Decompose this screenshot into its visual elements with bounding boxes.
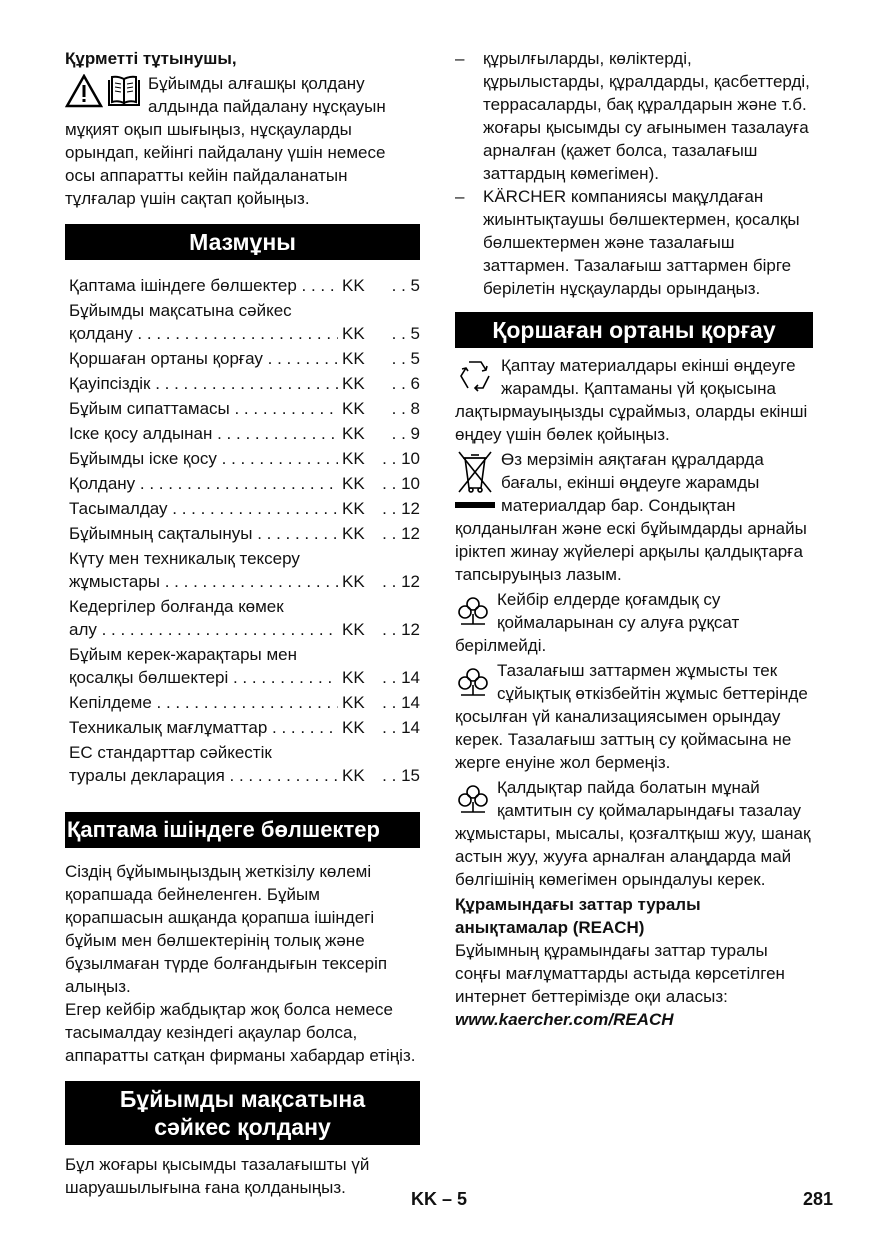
toc-entry-page-number: 10 — [401, 474, 420, 493]
toc-page-dots — [382, 668, 401, 687]
toc-entry-page-number: 12 — [401, 620, 420, 639]
toc-entry[interactable] — [69, 422, 420, 445]
dash-text-2: KÄRCHER компаниясы мақұлдаған жиынтықтаушы бөлшектермен, қосалқы бөлшектермен және тазалағыш заттармен. Тазалағыш заттармен бірге берілетін нұсқауларды орындаңыз. — [483, 187, 800, 298]
toc-entry-page — [380, 372, 420, 395]
toc-row — [69, 691, 420, 714]
toc-entry-page-number: 15 — [401, 766, 420, 785]
env-paragraph-3-block — [455, 588, 813, 657]
package-paragraph-2: Егер кейбір жабдықтар жоқ болса немесе тасымалдау кезіндегі ақаулар болса, аппаратты сатқан фирманы хабардар етіңіз. — [65, 1000, 416, 1065]
toc-leader-dots — [217, 449, 338, 468]
toc-leader-dots — [97, 620, 338, 639]
toc-entry-title — [69, 472, 338, 495]
toc-entry-page-number: 14 — [401, 693, 420, 712]
toc-row — [69, 274, 420, 297]
environment-icon — [455, 782, 491, 818]
env-paragraph-4: Тазалағыш заттармен жұмысты тек сұйықтық өткізбейтін жұмыс беттерінде қосылған үй канализациясымен орындау керек. Тазалағыш заттың су қоймасына не жерге енуіне жол бермеңіз. — [455, 661, 808, 772]
toc-entry[interactable] — [69, 741, 420, 787]
toc-entry-title — [69, 666, 338, 689]
toc-row — [69, 716, 420, 739]
toc-entry-title — [69, 497, 338, 520]
toc-page-dots — [382, 620, 401, 639]
toc-entry-title — [69, 618, 338, 641]
toc-page-dots — [392, 276, 411, 295]
toc-row — [69, 397, 420, 420]
env-paragraph-5-block — [455, 776, 813, 891]
toc-entry-lang: KK — [342, 524, 365, 543]
warning-triangle-icon — [65, 74, 103, 108]
toc-leader-dots — [297, 276, 338, 295]
environment-icon — [455, 594, 491, 630]
toc-page-dots — [392, 374, 411, 393]
toc-entry[interactable] — [69, 643, 420, 689]
toc-entry-title — [69, 422, 338, 445]
page-number: 281 — [802, 1189, 833, 1209]
toc-entry-page — [380, 764, 420, 787]
toc-entry-title-text: Бұйым сипаттамасы — [69, 399, 230, 418]
toc-entry-lang: KK — [342, 693, 365, 712]
right-column — [455, 47, 813, 1031]
toc-entry-page-number: 14 — [401, 668, 420, 687]
toc-entry-title — [69, 716, 338, 739]
toc-entry-page-number: 12 — [401, 572, 420, 591]
toc-page-dots — [382, 766, 401, 785]
toc-leader-dots — [252, 524, 338, 543]
env-paragraph-1-block — [455, 354, 813, 446]
toc-entry-page — [380, 666, 420, 689]
intro-line-1: Бұйымды алғашқы қолдану — [148, 74, 365, 93]
toc-entry-lang: KK — [342, 424, 365, 443]
package-paragraph-1: Сіздің бұйымыңыздың жеткізілу көлемі қорапшада бейнеленген. Бұйым қорапшасын ашқанда қорапша ішіндегі бұйым мен бөлшектерінің толық және бұзылмаған түрде болғандығын тексеріп алыңыз. — [65, 862, 388, 996]
toc-entry-title-text: қосалқы бөлшектері — [69, 668, 229, 687]
purpose-heading-line-1: Бұйымды мақсатына — [119, 1086, 366, 1112]
toc-entry-lang: KK — [342, 449, 365, 468]
intro-text: мұқият оқып шығыңыз, нұсқауларды орындап, кейінгі пайдалану үшін немесе осы аппаратты кейін пайдаланатын тұлғалар үшін сақтап қойыңыз. — [65, 120, 386, 208]
toc-page-dots — [392, 324, 411, 343]
toc-page-dots — [382, 524, 401, 543]
toc-page-dots — [392, 424, 411, 443]
toc-entry-page — [380, 447, 420, 470]
toc-entry-page-number: 12 — [401, 524, 420, 543]
purpose-heading-line-2: сәйкес қолдану — [154, 1114, 331, 1140]
toc-row — [69, 372, 420, 395]
toc-entry[interactable] — [69, 547, 420, 593]
toc-entry[interactable] — [69, 472, 420, 495]
dash-bullet: – — [455, 187, 465, 206]
toc-page-dots — [382, 474, 401, 493]
toc-row — [69, 347, 420, 370]
toc-entry-title — [69, 570, 338, 593]
toc-entry-lang: KK — [342, 572, 365, 591]
purpose-paragraph: Бұл жоғары қысымды тазалағышты үй шаруашылығына ғана қолданыңыз. — [65, 1155, 370, 1197]
toc-leader-dots — [135, 474, 338, 493]
toc-entry-page-number: 10 — [401, 449, 420, 468]
toc-entry-lang: KK — [342, 349, 365, 368]
toc-entry-title — [69, 522, 338, 545]
toc-entry[interactable] — [69, 522, 420, 545]
toc-row — [69, 322, 420, 345]
toc-leader-dots — [267, 718, 338, 737]
toc-entry[interactable] — [69, 397, 420, 420]
table-of-contents — [69, 274, 420, 787]
toc-entry[interactable] — [69, 447, 420, 470]
toc-row — [69, 472, 420, 495]
toc-entry-title — [69, 372, 338, 395]
toc-entry-page-number: 8 — [410, 399, 420, 418]
toc-entry-lang: KK — [342, 276, 365, 295]
toc-entry-lang: KK — [342, 499, 365, 518]
toc-entry-title-text: Техникалық мағлұматтар — [69, 718, 268, 737]
toc-entry-page-number: 5 — [410, 276, 420, 295]
environment-heading: Қоршаған ортаны қорғау — [455, 312, 813, 348]
manual-book-icon — [106, 74, 142, 108]
recycle-icon — [455, 356, 495, 396]
environment-icon — [455, 665, 491, 701]
toc-page-dots — [382, 718, 401, 737]
toc-entry-page-number: 6 — [410, 374, 420, 393]
toc-entry[interactable] — [69, 274, 420, 297]
toc-entry-page — [380, 347, 420, 370]
toc-heading: Мазмұны — [65, 224, 420, 260]
toc-entry[interactable] — [69, 497, 420, 520]
toc-leader-dots — [212, 424, 338, 443]
toc-entry-page — [380, 472, 420, 495]
toc-page-dots — [382, 572, 401, 591]
toc-row — [69, 618, 420, 641]
toc-entry-title-text: Бұйымды іске қосу — [69, 449, 217, 468]
toc-row — [69, 522, 420, 545]
toc-entry-title-text: Іске қосу алдынан — [69, 424, 213, 443]
toc-entry-lang: KK — [342, 718, 365, 737]
toc-row — [69, 666, 420, 689]
toc-leader-dots — [228, 668, 338, 687]
toc-entry[interactable] — [69, 372, 420, 395]
toc-entry-title — [69, 764, 338, 787]
toc-entry-page — [380, 691, 420, 714]
toc-entry-title-line-1: Күту мен техникалық тексеру — [69, 549, 300, 568]
toc-entry-page-number: 5 — [410, 349, 420, 368]
toc-entry[interactable] — [69, 347, 420, 370]
toc-page-dots — [382, 693, 401, 712]
toc-page-dots — [392, 349, 411, 368]
toc-entry-page — [380, 274, 420, 297]
package-heading: Қаптама ішіндеге бөлшектер — [65, 812, 420, 848]
purpose-heading — [65, 1081, 420, 1145]
toc-entry-lang: KK — [342, 766, 365, 785]
left-column — [65, 47, 420, 1199]
toc-entry-page — [380, 618, 420, 641]
toc-leader-dots — [263, 349, 338, 368]
toc-entry-page — [380, 422, 420, 445]
toc-entry-page-number: 14 — [401, 718, 420, 737]
toc-leader-dots — [168, 499, 338, 518]
toc-page-dots — [392, 399, 411, 418]
toc-entry-page — [380, 497, 420, 520]
toc-entry-page — [380, 397, 420, 420]
toc-entry-lang: KK — [342, 399, 365, 418]
toc-entry[interactable] — [69, 595, 420, 641]
intro-icons — [65, 74, 142, 108]
toc-entry-title — [69, 322, 338, 345]
reach-link[interactable]: www.kaercher.com/REACH — [455, 1010, 674, 1029]
toc-leader-dots — [225, 766, 338, 785]
dash-item-1 — [455, 47, 813, 185]
toc-entry-title-text: алу — [69, 620, 97, 639]
toc-entry-page — [380, 570, 420, 593]
reach-heading: Құрамындағы заттар туралы анықтамалар (REACH) — [455, 895, 701, 937]
toc-entry-title — [69, 447, 338, 470]
env-paragraph-1: Қаптау материалдары екінші өңдеуге жарамды. Қаптаманы үй қоқысына лақтырмауыңызды сұраймыз, оларды екінші өңдеу үшін бөлек қойыңыз. — [455, 356, 808, 444]
toc-entry-title-text: Қаптама ішіндеге бөлшектер — [69, 276, 297, 295]
toc-entry-lang: KK — [342, 620, 365, 639]
toc-entry-lang: KK — [342, 324, 365, 343]
toc-row — [69, 570, 420, 593]
toc-entry-lang: KK — [342, 668, 365, 687]
dash-text-1: құрылғыларды, көліктерді, құрылыстарды, құралдарды, қасбеттерді, террасаларды, бақ құралдарын және т.б. жоғары қысымды су ағынымен тазалауға арналған (қажет болса, тазалағыш заттардың көмегімен). — [483, 49, 810, 183]
toc-entry-page — [380, 522, 420, 545]
toc-entry-title — [69, 397, 338, 420]
toc-leader-dots — [230, 399, 338, 418]
dash-item-2 — [455, 185, 813, 300]
greeting: Құрметті тұтынушы, — [65, 49, 237, 68]
toc-entry-title-line-1: ЕС стандарттар сәйкестік — [69, 743, 272, 762]
toc-entry-lang: KK — [342, 374, 365, 393]
toc-entry-title-text: Қауіпсіздік — [69, 374, 151, 393]
toc-entry[interactable] — [69, 691, 420, 714]
toc-page-dots — [382, 449, 401, 468]
toc-entry-page — [380, 322, 420, 345]
toc-entry-title-text: қолдану — [69, 324, 133, 343]
toc-row — [69, 422, 420, 445]
toc-entry-title-text: Қолдану — [69, 474, 136, 493]
reach-paragraph: Бұйымның құрамындағы заттар туралы соңғы мағлұматтарды астыда көрсетілген интернет беттерімізде оқи аласыз: — [455, 941, 785, 1006]
toc-entry-title-line-1: Бұйым керек-жарақтары мен — [69, 645, 298, 664]
toc-page-dots — [382, 499, 401, 518]
toc-entry-page-number: 9 — [410, 424, 420, 443]
toc-leader-dots — [133, 324, 338, 343]
toc-entry-title-text: жұмыстары — [69, 572, 161, 591]
toc-entry-title — [69, 347, 338, 370]
page-label: KK – 5 — [411, 1189, 468, 1209]
env-paragraph-2: Өз мерзімін аяқтаған құралдарда бағалы, екінші өңдеуге жарамды материалдар бар. Сондықтан қолданылған және ескі бұйымдарды арнайы іріктеп жинау жүйелері арқылы қалдықтарға тапсыруыңыз лазым. — [455, 450, 807, 584]
toc-entry[interactable] — [69, 716, 420, 739]
toc-entry-title-line-1: Кедергілер болғанда көмек — [69, 597, 284, 616]
dash-bullet: – — [455, 49, 465, 68]
toc-entry-title-text: Кепілдеме — [69, 693, 152, 712]
toc-row — [69, 497, 420, 520]
toc-entry-page-number: 5 — [410, 324, 420, 343]
toc-entry-title-text: Тасымалдау — [69, 499, 168, 518]
toc-entry-title-text: Қоршаған ортаны қорғау — [69, 349, 263, 368]
toc-entry[interactable] — [69, 299, 420, 345]
toc-leader-dots — [152, 693, 338, 712]
crossed-bin-icon — [455, 450, 495, 512]
toc-entry-lang: KK — [342, 474, 365, 493]
env-paragraph-2-block — [455, 448, 813, 586]
env-paragraph-4-block — [455, 659, 813, 774]
toc-entry-title — [69, 274, 338, 297]
env-paragraph-5: Қалдықтар пайда болатын мұнай қамтитын су қоймаларындағы тазалау жұмыстары, мысалы, қозғалтқыш жуу, шанақ астын жуу, жууға арналған алаңдарда май бөлгішінің көмегімен орындалуы керек. — [455, 778, 811, 889]
toc-entry-title-text: туралы декларация — [69, 766, 225, 785]
toc-entry-title-text: Бұйымның сақталынуы — [69, 524, 253, 543]
toc-entry-page — [380, 716, 420, 739]
toc-leader-dots — [150, 374, 338, 393]
toc-entry-title-line-1: Бұйымды мақсатына сәйкес — [69, 301, 292, 320]
toc-row — [69, 764, 420, 787]
intro-block — [65, 72, 420, 210]
toc-row — [69, 447, 420, 470]
intro-line-2: алдында пайдалану нұсқауын — [148, 97, 386, 116]
toc-entry-title — [69, 691, 338, 714]
toc-leader-dots — [160, 572, 338, 591]
toc-entry-page-number: 12 — [401, 499, 420, 518]
env-paragraph-3: Кейбір елдерде қоғамдық су қоймаларынан су алуға рұқсат берілмейді. — [455, 590, 740, 655]
